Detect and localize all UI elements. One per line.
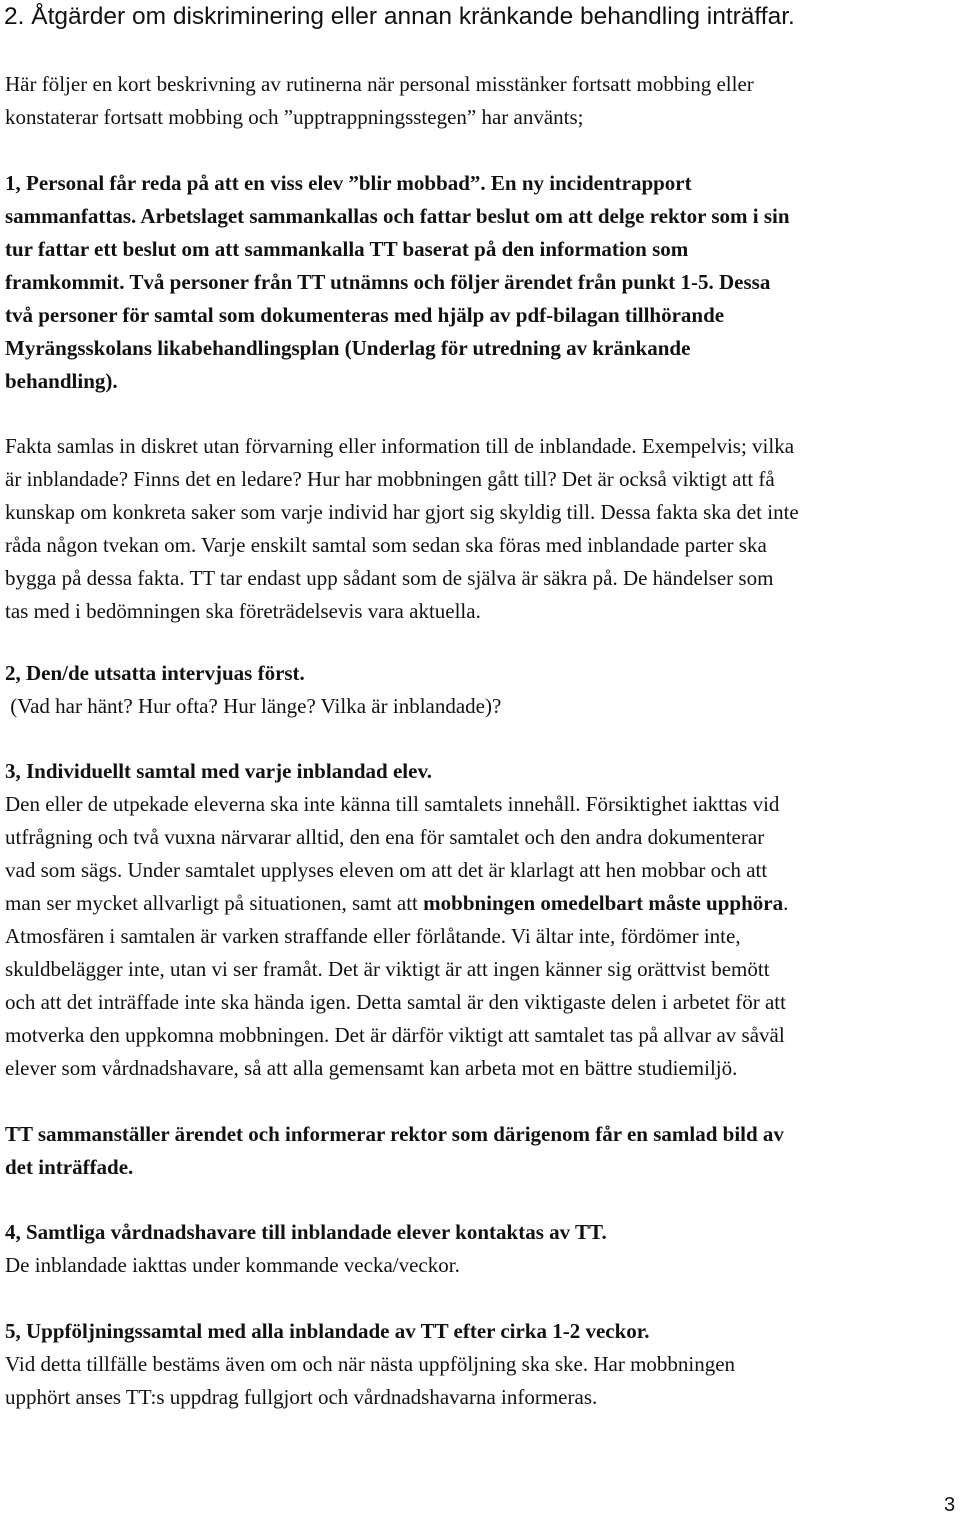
step-3-line: motverka den uppkomna mobbningen. Det är därför viktigt att samtalet tas på allvar av såväl — [5, 1023, 785, 1047]
step-4-text: De inblandade iakttas under kommande vecka/veckor. — [5, 1253, 460, 1277]
tt-summary-line: TT sammanställer ärendet och informerar rektor som därigenom får en samlad bild av — [5, 1122, 784, 1146]
facts-line: tas med i bedömningen ska företrädelsevis vara aktuella. — [5, 599, 481, 623]
step-3-line — [5, 887, 957, 920]
step-4-section — [5, 1216, 957, 1282]
step-2-text: (Vad har hänt? Hur ofta? Hur länge? Vilka är inblandade)? — [5, 694, 502, 718]
step-1-line: två personer för samtal som dokumenteras med hjälp av pdf-bilagan tillhörande — [5, 303, 725, 327]
step-3-line: Den eller de utpekade eleverna ska inte känna till samtalets innehåll. Försiktighet iakttas vid — [5, 792, 780, 816]
step-1-line: tur fattar ett beslut om att sammankalla TT baserat på den information som — [5, 237, 689, 261]
facts-line: bygga på dessa fakta. TT tar endast upp sådant som de själva är säkra på. De händelser som — [5, 566, 774, 590]
step-3-line-end: . — [783, 891, 789, 915]
step-4-title: 4, Samtliga vårdnadshavare till inblandade elever kontaktas av TT. — [5, 1220, 607, 1244]
step-3-line: och att det inträffade inte ska hända igen. Detta samtal är den viktigaste delen i arbetet för att — [5, 990, 786, 1014]
step-3-line-text: man ser mycket allvarligt på situationen, samt att — [5, 891, 424, 915]
page-number: 3 — [944, 1494, 956, 1516]
section-heading: 2. Åtgärder om diskriminering eller annan kränkande behandling inträffar. — [4, 3, 795, 30]
step-5-section — [5, 1315, 957, 1414]
step-5-title: 5, Uppföljningssamtal med alla inblandade av TT efter cirka 1-2 veckor. — [5, 1319, 650, 1343]
step-3-line: elever som vårdnadshavare, så att alla gemensamt kan arbeta mot en bättre studiemiljö. — [5, 1056, 738, 1080]
step-2-section — [5, 657, 957, 723]
step-3-section — [5, 755, 957, 1085]
step-1-line: framkommit. Två personer från TT utnämns och följer ärendet från punkt 1-5. Dessa — [5, 270, 771, 294]
step-3-title: 3, Individuellt samtal med varje inblandad elev. — [5, 759, 433, 783]
step-1-line: 1, Personal får reda på att en viss elev ”blir mobbad”. En ny incidentrapport — [5, 171, 692, 195]
intro-paragraph — [5, 68, 957, 134]
step-1-line: behandling). — [5, 369, 118, 393]
facts-line: är inblandade? Finns det en ledare? Hur har mobbningen gått till? Det är också viktigt att få — [5, 467, 775, 491]
step-1-paragraph — [5, 167, 957, 398]
tt-summary-line: det inträffade. — [5, 1155, 134, 1179]
step-2-title: 2, Den/de utsatta intervjuas först. — [5, 661, 305, 685]
tt-summary-paragraph — [5, 1118, 957, 1184]
step-3-line: Atmosfären i samtalen är varken straffande eller förlåtande. Vi ältar inte, fördömer inte, — [5, 924, 741, 948]
step-5-line: Vid detta tillfälle bestäms även om och när nästa uppföljning ska ske. Har mobbningen — [5, 1352, 736, 1376]
step-3-line: vad som sägs. Under samtalet upplyses eleven om att det är klarlagt att hen mobbar och att — [5, 858, 768, 882]
facts-paragraph — [5, 430, 957, 628]
step-3-line: utfrågning och två vuxna närvarar alltid, den ena för samtalet och den andra dokumenterar — [5, 825, 765, 849]
step-3-emphasis: mobbningen omedelbart måste upphöra — [423, 891, 784, 915]
step-1-line: Myrängsskolans likabehandlingsplan (Underlag för utredning av kränkande — [5, 336, 691, 360]
facts-line: Fakta samlas in diskret utan förvarning eller information till de inblandade. Exempelvis; vilka — [5, 434, 795, 458]
intro-line: Här följer en kort beskrivning av rutinerna när personal misstänker fortsatt mobbing eller — [5, 72, 754, 96]
step-3-line: skuldbelägger inte, utan vi ser framåt. Det är viktigt är att ingen känner sig orättvist bemött — [5, 957, 770, 981]
step-1-line: sammanfattas. Arbetslaget sammankallas och fattar beslut om att delge rektor som i sin — [5, 204, 790, 228]
step-5-line: upphört anses TT:s uppdrag fullgjort och vårdnadshavarna informeras. — [5, 1385, 598, 1409]
facts-line: kunskap om konkreta saker som varje individ har gjort sig skyldig till. Dessa fakta ska det inte — [5, 500, 799, 524]
intro-line: konstaterar fortsatt mobbing och ”upptrappningsstegen” har använts; — [5, 105, 584, 129]
facts-line: råda någon tvekan om. Varje enskilt samtal som sedan ska föras med inblandade parter ska — [5, 533, 767, 557]
